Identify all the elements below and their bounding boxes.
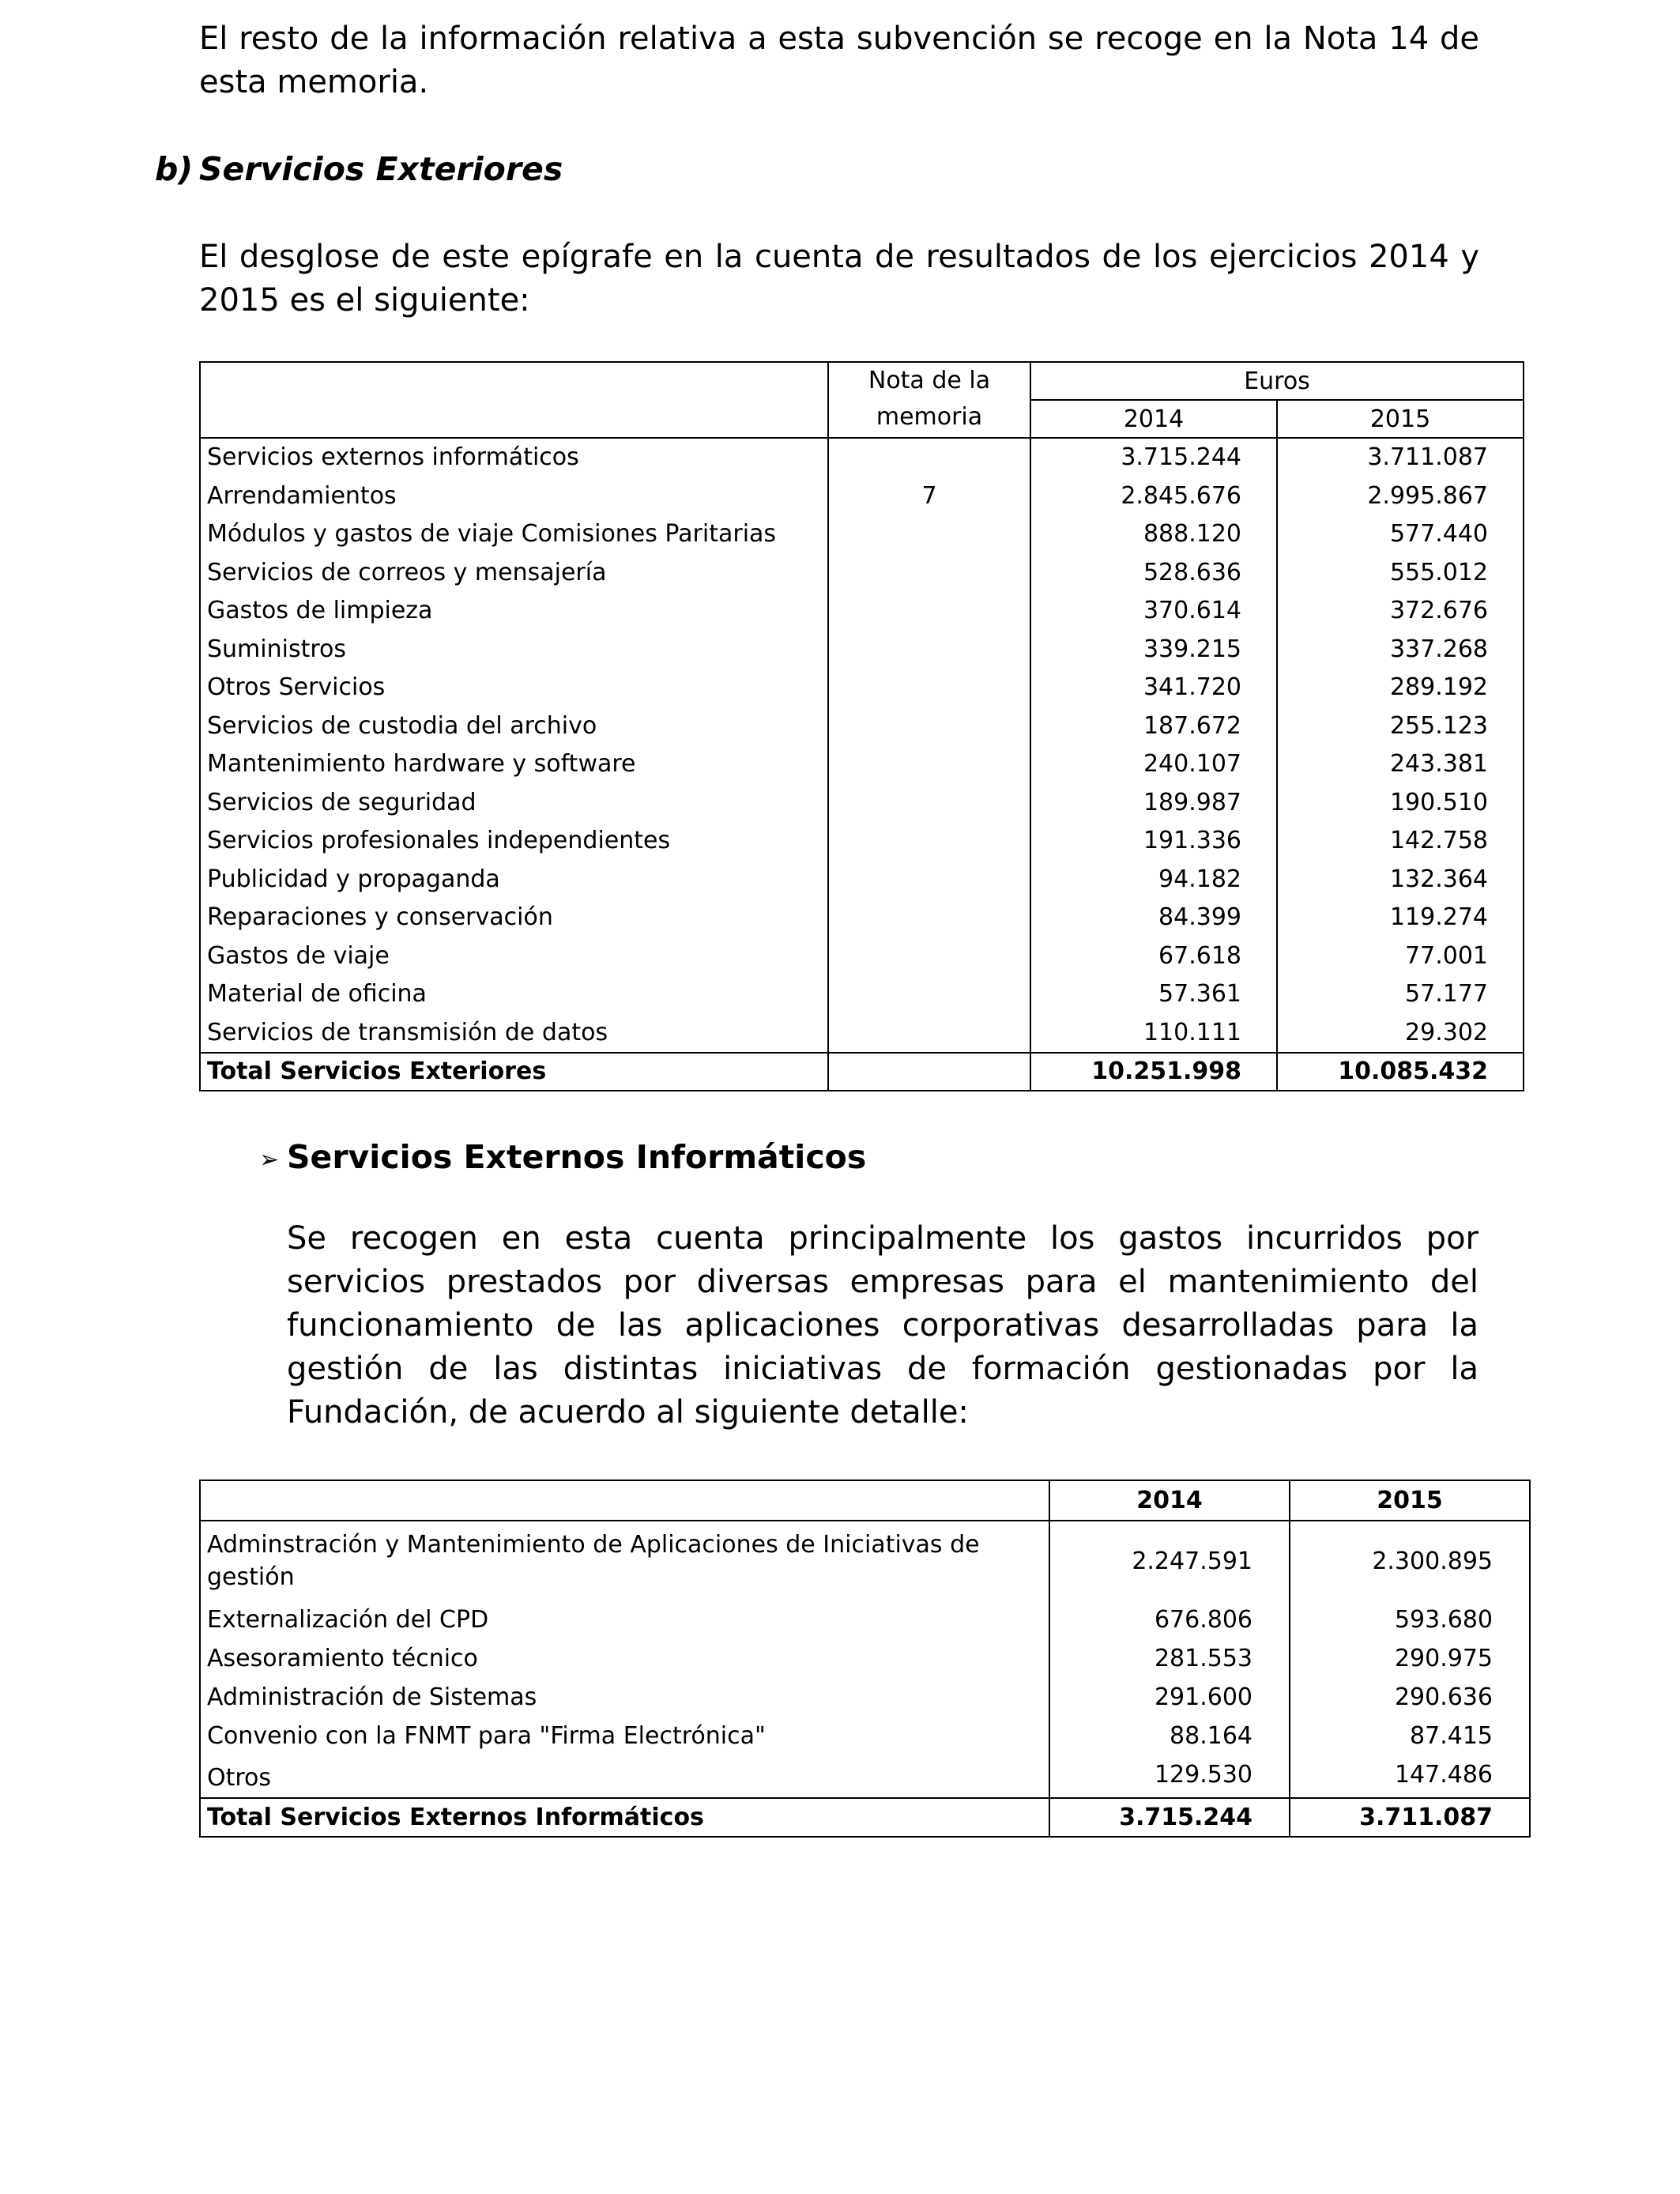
header-concept-cell: [200, 1480, 1049, 1521]
header-2014: 2014: [1030, 400, 1277, 438]
table-row: [200, 745, 1524, 784]
table-row: [200, 707, 1524, 746]
row-concept: Servicios de transmisión de datos: [200, 1014, 828, 1054]
header-nota: Nota de la memoria: [828, 362, 1030, 438]
section-b-title: Servicios Exteriores: [199, 150, 563, 188]
row-value-2014: 191.336: [1030, 822, 1277, 861]
table-row: [200, 631, 1524, 669]
row-value-2015: 57.177: [1277, 975, 1524, 1014]
total-2015: 10.085.432: [1277, 1053, 1524, 1091]
table-row: [200, 1600, 1530, 1639]
row-nota: [828, 1014, 1030, 1054]
row-value-2015: 190.510: [1277, 784, 1524, 823]
row-value-2014: 281.553: [1049, 1639, 1290, 1678]
table-row: [200, 861, 1524, 899]
table-header-row: [200, 1480, 1530, 1521]
row-value-2014: 187.672: [1030, 707, 1277, 746]
section-b-label: b): [155, 150, 194, 188]
row-nota: [828, 745, 1030, 784]
row-value-2014: 88.164: [1049, 1717, 1290, 1755]
table-header-row: [200, 362, 1524, 400]
row-nota: [828, 438, 1030, 477]
row-nota: [828, 592, 1030, 631]
row-value-2014: 67.618: [1030, 937, 1277, 976]
row-concept: Módulos y gastos de viaje Comisiones Paritarias: [200, 515, 828, 554]
row-concept: Servicios de seguridad: [200, 784, 828, 823]
row-concept: Servicios profesionales independientes: [200, 822, 828, 861]
row-value-2014: 528.636: [1030, 554, 1277, 593]
row-value-2015: 555.012: [1277, 554, 1524, 593]
row-concept: Otros: [200, 1755, 1049, 1798]
intro-paragraph: El resto de la información relativa a esta subvención se recoge en la Nota 14 de esta memoria.: [199, 21, 1479, 100]
table-row: [200, 1521, 1530, 1600]
table-row: [200, 1717, 1530, 1755]
row-value-2014: 129.530: [1049, 1755, 1290, 1798]
row-value-2015: 255.123: [1277, 707, 1524, 746]
total-2015: 3.711.087: [1290, 1798, 1530, 1837]
row-nota: [828, 899, 1030, 937]
row-concept: Gastos de limpieza: [200, 592, 828, 631]
table-row: [200, 1639, 1530, 1678]
row-value-2015: 142.758: [1277, 822, 1524, 861]
row-nota: [828, 822, 1030, 861]
row-value-2014: 57.361: [1030, 975, 1277, 1014]
row-concept: Servicios de custodia del archivo: [200, 707, 828, 746]
row-concept: Convenio con la FNMT para "Firma Electrónica": [200, 1717, 1049, 1755]
row-value-2015: 119.274: [1277, 899, 1524, 937]
row-nota: [828, 861, 1030, 899]
row-value-2015: 132.364: [1277, 861, 1524, 899]
row-concept: Otros Servicios: [200, 669, 828, 707]
row-value-2014: 94.182: [1030, 861, 1277, 899]
row-concept: Publicidad y propaganda: [200, 861, 828, 899]
table-row: [200, 899, 1524, 937]
header-concept-cell: [200, 362, 828, 438]
section-b-description: El desglose de este epígrafe en la cuenta de resultados de los ejercicios 2014 y 2015 es el siguiente:: [199, 239, 1479, 319]
row-value-2014: 110.111: [1030, 1014, 1277, 1054]
total-row: [200, 1798, 1530, 1837]
row-value-2014: 339.215: [1030, 631, 1277, 669]
total-label: Total Servicios Externos Informáticos: [200, 1798, 1049, 1837]
row-value-2014: 370.614: [1030, 592, 1277, 631]
row-value-2014: 2.247.591: [1049, 1521, 1290, 1600]
table-row: [200, 1678, 1530, 1717]
row-concept: Gastos de viaje: [200, 937, 828, 976]
row-value-2015: 372.676: [1277, 592, 1524, 631]
row-value-2015: 289.192: [1277, 669, 1524, 707]
row-value-2015: 290.975: [1290, 1639, 1530, 1678]
table-row: [200, 784, 1524, 823]
row-concept: Administración de Sistemas: [200, 1678, 1049, 1717]
row-concept: Material de oficina: [200, 975, 828, 1014]
section-sei-title: Servicios Externos Informáticos: [287, 1138, 867, 1176]
row-value-2015: 337.268: [1277, 631, 1524, 669]
row-value-2015: 2.995.867: [1277, 477, 1524, 516]
table-row: [200, 438, 1524, 477]
total-2014: 10.251.998: [1030, 1053, 1277, 1091]
row-nota: [828, 707, 1030, 746]
row-value-2014: 2.845.676: [1030, 477, 1277, 516]
row-value-2015: 77.001: [1277, 937, 1524, 976]
row-nota: [828, 631, 1030, 669]
row-concept: Externalización del CPD: [200, 1600, 1049, 1639]
table-row: [200, 592, 1524, 631]
row-value-2015: 29.302: [1277, 1014, 1524, 1054]
row-value-2014: 341.720: [1030, 669, 1277, 707]
table-row: [200, 937, 1524, 976]
bullet-arrow-icon: ➢: [259, 1146, 280, 1174]
table-row: [200, 975, 1524, 1014]
header-2015: 2015: [1290, 1480, 1530, 1521]
row-concept: Reparaciones y conservación: [200, 899, 828, 937]
row-value-2014: 189.987: [1030, 784, 1277, 823]
row-value-2015: 3.711.087: [1277, 438, 1524, 477]
total-row: [200, 1053, 1524, 1091]
servicios-exteriores-table: [199, 361, 1524, 1091]
row-value-2015: 593.680: [1290, 1600, 1530, 1639]
header-euros: Euros: [1030, 362, 1524, 400]
row-value-2015: 2.300.895: [1290, 1521, 1530, 1600]
row-concept: Suministros: [200, 631, 828, 669]
table-row: [200, 669, 1524, 707]
row-value-2014: 676.806: [1049, 1600, 1290, 1639]
row-concept: Mantenimiento hardware y software: [200, 745, 828, 784]
section-sei-description: Se recogen en esta cuenta principalmente los gastos incurridos por servicios prestados por diversas empresas para el mantenimiento del funcionamiento de las aplicaciones corporativas desarrolladas para la gestión de las distintas iniciativas de formación gestionadas por la Fundación, de acuerdo al siguiente detalle:: [287, 1220, 1478, 1431]
row-value-2015: 577.440: [1277, 515, 1524, 554]
header-2015: 2015: [1277, 400, 1524, 438]
row-nota: [828, 554, 1030, 593]
row-nota: [828, 784, 1030, 823]
row-concept: Adminstración y Mantenimiento de Aplicaciones de Iniciativas de gestión: [200, 1521, 1049, 1600]
row-concept: Servicios de correos y mensajería: [200, 554, 828, 593]
row-value-2014: 888.120: [1030, 515, 1277, 554]
servicios-externos-informaticos-table: [199, 1480, 1531, 1838]
row-value-2014: 84.399: [1030, 899, 1277, 937]
table-row: [200, 822, 1524, 861]
total-2014: 3.715.244: [1049, 1798, 1290, 1837]
row-value-2015: 147.486: [1290, 1755, 1530, 1798]
row-nota: [828, 937, 1030, 976]
table-row: [200, 554, 1524, 593]
row-concept: Arrendamientos: [200, 477, 828, 516]
total-nota: [828, 1053, 1030, 1091]
row-nota: 7: [828, 477, 1030, 516]
row-value-2014: 291.600: [1049, 1678, 1290, 1717]
row-concept: Servicios externos informáticos: [200, 438, 828, 477]
row-nota: [828, 669, 1030, 707]
header-2014: 2014: [1049, 1480, 1290, 1521]
row-concept: Asesoramiento técnico: [200, 1639, 1049, 1678]
row-nota: [828, 515, 1030, 554]
row-value-2015: 87.415: [1290, 1717, 1530, 1755]
row-value-2014: 240.107: [1030, 745, 1277, 784]
row-value-2014: 3.715.244: [1030, 438, 1277, 477]
section-b-heading: [155, 148, 563, 191]
table-row: [200, 1014, 1524, 1054]
table-row: [200, 1755, 1530, 1798]
row-value-2015: 243.381: [1277, 745, 1524, 784]
row-value-2015: 290.636: [1290, 1678, 1530, 1717]
row-nota: [828, 975, 1030, 1014]
total-label: Total Servicios Exteriores: [200, 1053, 828, 1091]
table-row: [200, 515, 1524, 554]
table-row: [200, 477, 1524, 516]
